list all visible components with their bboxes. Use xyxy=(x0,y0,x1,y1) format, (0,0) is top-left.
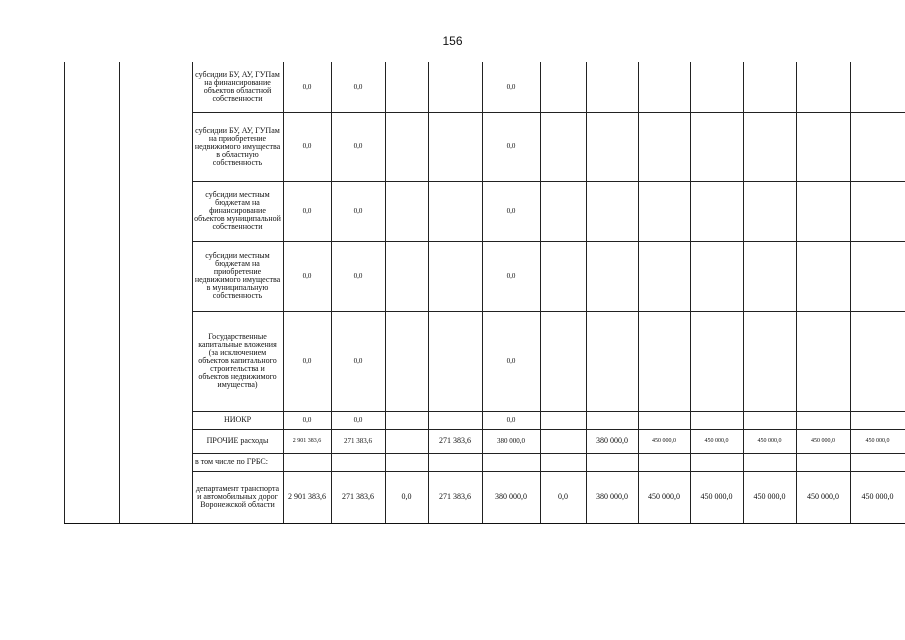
table-cell: 271 383,6 xyxy=(342,492,374,501)
table-cell xyxy=(540,62,586,112)
table-cell: 450 000,0 xyxy=(807,492,839,501)
row-label: субсидии БУ, АУ, ГУПам на финансирование объектов областной собственности xyxy=(195,70,280,103)
table-cell: 271 383,6 xyxy=(439,492,471,501)
table-cell xyxy=(385,411,428,429)
table-cell xyxy=(796,311,850,411)
table-cell: 0,0 xyxy=(302,415,312,424)
table-cell xyxy=(586,241,638,311)
table-cell xyxy=(428,453,482,471)
table-cell xyxy=(638,181,690,241)
table-cell xyxy=(850,112,905,181)
table-cell xyxy=(586,311,638,411)
table-cell xyxy=(385,112,428,181)
table-cell xyxy=(850,411,905,429)
table-cell xyxy=(796,112,850,181)
table-cell xyxy=(638,311,690,411)
table-cell: 0,0 xyxy=(353,356,363,365)
table-cell xyxy=(850,453,905,471)
table-cell xyxy=(385,453,428,471)
table-cell xyxy=(586,411,638,429)
table-cell xyxy=(690,311,743,411)
table-cell: 0,0 xyxy=(506,415,516,424)
table-cell xyxy=(850,181,905,241)
table-cell xyxy=(850,62,905,112)
table-cell: 450 000,0 xyxy=(753,492,786,501)
table-cell: 0,0 xyxy=(302,206,312,215)
table-cell xyxy=(796,241,850,311)
table-cell xyxy=(540,429,586,453)
table-cell: 271 383,6 xyxy=(344,436,372,445)
table-cell: 0,0 xyxy=(353,415,363,424)
table-cell xyxy=(586,453,638,471)
table-cell: 450 000,0 xyxy=(811,438,835,444)
row-label: ПРОЧИЕ расходы xyxy=(206,436,269,445)
table-cell: 2 901 383,6 xyxy=(288,492,326,501)
table-cell: 450 000,0 xyxy=(652,438,676,444)
row-label: субсидии местным бюджетам на приобретение недвижимого имущества в муниципальную собственность xyxy=(194,251,281,300)
row-label: департамент транспорта и автомобильных дорог Воронежской области xyxy=(195,484,280,509)
table-cell xyxy=(428,241,482,311)
table-cell xyxy=(540,181,586,241)
table-cell: 2 901 383,6 xyxy=(292,438,322,444)
table-cell: 450 000,0 xyxy=(704,438,729,444)
table-cell xyxy=(796,181,850,241)
table-cell xyxy=(540,112,586,181)
table-cell xyxy=(690,62,743,112)
table-cell xyxy=(385,181,428,241)
table-cell xyxy=(796,62,850,112)
table-cell xyxy=(850,311,905,411)
table-cell xyxy=(743,62,796,112)
page-number: 156 xyxy=(442,34,463,48)
grid-vline xyxy=(64,62,65,523)
row-label: в том числе по ГРБС: xyxy=(195,457,268,466)
table-cell: 380 000,0 xyxy=(596,492,628,501)
table-cell xyxy=(385,429,428,453)
table-cell xyxy=(540,311,586,411)
table-cell xyxy=(283,453,331,471)
table-cell xyxy=(690,453,743,471)
table-cell: 0,0 xyxy=(401,492,412,501)
table-cell xyxy=(540,453,586,471)
table-cell: 0,0 xyxy=(302,356,312,365)
table-cell xyxy=(331,453,385,471)
table-cell xyxy=(796,453,850,471)
table-cell: 0,0 xyxy=(353,82,363,91)
table-cell: 450 000,0 xyxy=(648,492,680,501)
table-cell: 0,0 xyxy=(302,142,312,150)
table-cell xyxy=(385,241,428,311)
row-label: субсидии БУ, АУ, ГУПам на приобретение недвижимого имущества в областную собственность xyxy=(194,125,281,167)
table-cell xyxy=(385,62,428,112)
table-cell: 0,0 xyxy=(506,206,516,215)
table-cell xyxy=(428,112,482,181)
table-cell: 0,0 xyxy=(506,356,516,365)
table-cell xyxy=(586,112,638,181)
table-cell xyxy=(638,411,690,429)
table-cell xyxy=(690,112,743,181)
table-cell: 380 000,0 xyxy=(596,436,628,445)
table-cell: 0,0 xyxy=(353,142,363,150)
table-cell xyxy=(743,453,796,471)
table-cell xyxy=(385,311,428,411)
table-cell xyxy=(743,411,796,429)
table-cell: 0,0 xyxy=(353,271,363,280)
table-cell xyxy=(850,241,905,311)
table-cell xyxy=(428,311,482,411)
table-cell xyxy=(428,411,482,429)
table-cell xyxy=(540,411,586,429)
table-cell: 450 000,0 xyxy=(865,438,890,444)
table-cell: 271 383,6 xyxy=(439,436,471,445)
table-cell: 450 000,0 xyxy=(700,492,733,501)
table-cell xyxy=(690,181,743,241)
table-cell: 0,0 xyxy=(506,271,516,280)
table-cell xyxy=(482,453,540,471)
row-label: НИОКР xyxy=(223,415,252,424)
table-cell xyxy=(638,112,690,181)
table-cell: 0,0 xyxy=(506,142,516,150)
budget-table xyxy=(64,62,905,524)
table-cell xyxy=(743,112,796,181)
table-cell xyxy=(428,181,482,241)
table-cell xyxy=(690,411,743,429)
table-cell: 380 000,0 xyxy=(497,436,525,445)
table-cell xyxy=(796,411,850,429)
table-cell: 450 000,0 xyxy=(757,438,782,444)
table-cell: 0,0 xyxy=(506,82,516,91)
row-label: Государственные капитальные вложения (за исключением объектов капитального строительства и объектов недвижимого имущества) xyxy=(198,332,277,389)
table-cell xyxy=(743,241,796,311)
table-cell: 0,0 xyxy=(353,206,363,215)
table-cell xyxy=(540,241,586,311)
table-cell xyxy=(586,181,638,241)
table-cell xyxy=(638,453,690,471)
table-bottom-border xyxy=(64,523,905,524)
table-cell xyxy=(586,62,638,112)
table-cell xyxy=(428,62,482,112)
table-cell: 380 000,0 xyxy=(495,492,527,501)
table-cell: 450 000,0 xyxy=(861,492,894,501)
grid-vline xyxy=(119,62,120,523)
table-cell: 0,0 xyxy=(302,271,312,280)
table-cell xyxy=(638,241,690,311)
table-cell: 0,0 xyxy=(302,82,312,91)
table-cell xyxy=(743,181,796,241)
table-cell xyxy=(743,311,796,411)
table-cell xyxy=(638,62,690,112)
table-cell: 0,0 xyxy=(558,492,568,501)
table-cell xyxy=(690,241,743,311)
row-label: субсидии местным бюджетам на финансирование объектов муниципальной собственности xyxy=(194,190,281,231)
